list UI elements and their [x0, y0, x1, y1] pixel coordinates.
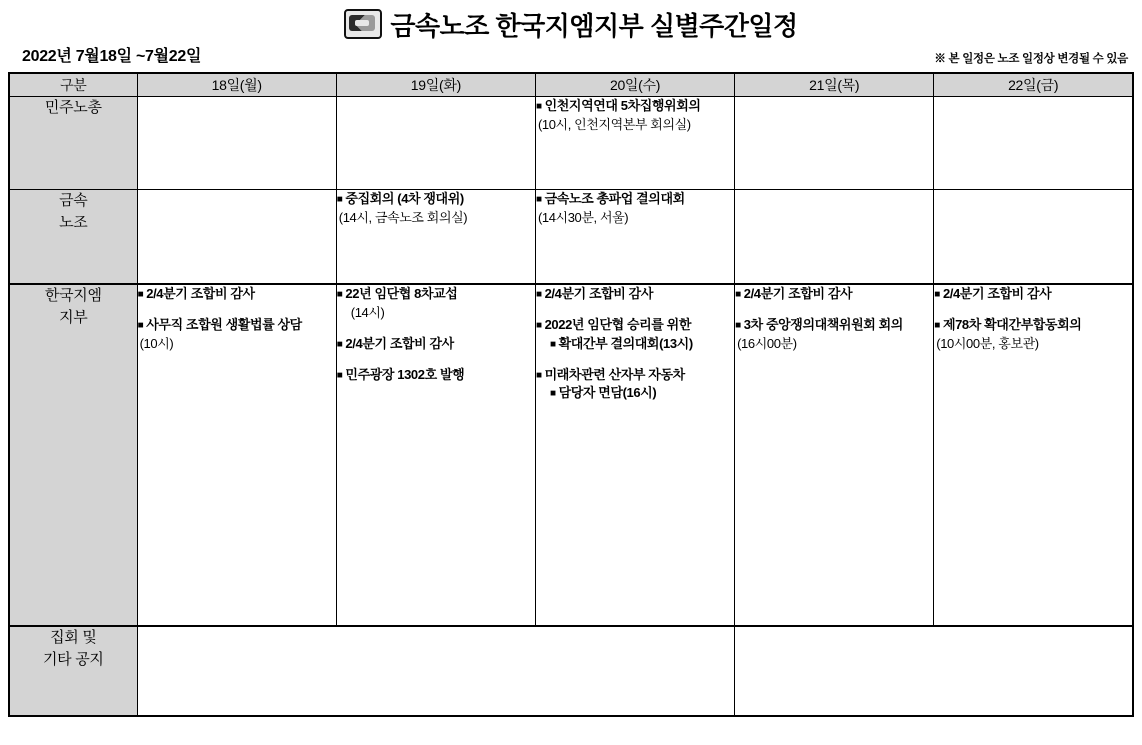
- row-header-line1: 집회 및: [50, 629, 97, 646]
- table-row: [9, 626, 1133, 716]
- cell-jibu-tue: [336, 284, 535, 626]
- event-item: [536, 316, 734, 354]
- row-header-line2: 기타 공지: [42, 650, 104, 668]
- event-item: [735, 285, 933, 304]
- schedule-period: 2022년 7월18일 ~7월22일: [22, 48, 202, 65]
- row-header-notice: [9, 626, 137, 716]
- event-item: [337, 335, 535, 354]
- event-title: ■ 2022년 임단협 승리를 위한: [536, 316, 734, 335]
- event-item: [337, 366, 535, 385]
- cell-geumsok-mon: [137, 190, 336, 285]
- union-emblem-icon: [344, 9, 382, 39]
- event-title: ■ 민주광장 1302호 발행: [337, 366, 535, 385]
- column-header-mon: 18일(월): [137, 73, 336, 97]
- cell-minju-mon: [137, 97, 336, 190]
- event-title: ■ 3차 중앙쟁의대책위원회 회의: [735, 316, 933, 335]
- cell-notice-right: [735, 626, 1133, 716]
- event-title: ■ 미래차관련 산자부 자동차: [536, 366, 734, 385]
- event-item: [337, 285, 535, 323]
- table-row: [9, 97, 1133, 190]
- cell-minju-tue: [336, 97, 535, 190]
- event-title: ■ 2/4분기 조합비 감사: [934, 285, 1132, 304]
- event-item: [536, 285, 734, 304]
- row-header-line2: 노조: [59, 213, 88, 231]
- weekly-schedule-table: [8, 72, 1134, 717]
- event-item: [138, 316, 336, 354]
- event-title: ■ 제78차 확대간부합동회의: [934, 316, 1132, 335]
- column-header-thu: 21일(목): [735, 73, 934, 97]
- table-row: [9, 284, 1133, 626]
- event-item: [536, 190, 734, 228]
- event-title: ■ 2/4분기 조합비 감사: [138, 285, 336, 304]
- subtitle-row: [0, 44, 1142, 72]
- event-detail: (10시00분, 홍보관): [936, 335, 1039, 351]
- cell-geumsok-tue: [336, 190, 535, 285]
- event-detail: (14시, 금속노조 회의실): [338, 209, 468, 225]
- cell-geumsok-fri: [934, 190, 1133, 285]
- event-title-cont: ■ 확대간부 결의대회(13시): [536, 335, 734, 354]
- event-detail: (14시30분, 서울): [537, 209, 629, 225]
- event-title: ■ 중집회의 (4차 쟁대위): [337, 190, 535, 209]
- event-item: [337, 190, 535, 228]
- table-row: [9, 190, 1133, 285]
- cell-jibu-mon: [137, 284, 336, 626]
- row-header-line1: 금속: [59, 192, 88, 209]
- cell-geumsok-wed: [535, 190, 734, 285]
- event-detail: (10시, 인천지역본부 회의실): [537, 116, 691, 132]
- row-header-hanguk-gm-jibu: [9, 284, 137, 626]
- event-item: [536, 97, 734, 135]
- page-title: 금속노조 한국지엠지부 실별주간일정: [390, 10, 798, 41]
- event-detail: (14시): [350, 304, 385, 320]
- event-item: [934, 316, 1132, 354]
- schedule-note: ※ 본 일정은 노조 일정상 변경될 수 있음: [934, 53, 1128, 65]
- column-header-tue: 19일(화): [336, 73, 535, 97]
- row-header-minjunochong: 민주노총: [9, 97, 137, 190]
- cell-notice-left: [137, 626, 735, 716]
- schedule-table-wrapper: [0, 72, 1142, 717]
- row-header-line1: 한국지엠: [44, 287, 102, 304]
- column-header-fri: 22일(금): [934, 73, 1133, 97]
- event-detail: (10시): [139, 335, 174, 351]
- cell-geumsok-thu: [735, 190, 934, 285]
- event-title: ■ 22년 임단협 8차교섭: [337, 285, 535, 304]
- cell-minju-fri: [934, 97, 1133, 190]
- column-header-category: 구분: [9, 73, 137, 97]
- event-title: ■ 금속노조 총파업 결의대회: [536, 190, 734, 209]
- event-title: ■ 2/4분기 조합비 감사: [337, 335, 535, 354]
- cell-minju-wed: [535, 97, 734, 190]
- title-row: [0, 0, 1142, 44]
- event-title: ■ 2/4분기 조합비 감사: [536, 285, 734, 304]
- event-detail: (16시00분): [737, 335, 797, 351]
- event-item: [536, 366, 734, 404]
- table-header-row: [9, 73, 1133, 97]
- row-header-line2: 지부: [59, 308, 88, 326]
- event-item: [735, 316, 933, 354]
- cell-jibu-fri: [934, 284, 1133, 626]
- event-item: [934, 285, 1132, 304]
- column-header-wed: 20일(수): [535, 73, 734, 97]
- row-header-geumsok-nojo: [9, 190, 137, 285]
- cell-jibu-thu: [735, 284, 934, 626]
- event-title: ■ 사무직 조합원 생활법률 상담: [138, 316, 336, 335]
- cell-jibu-wed: [535, 284, 734, 626]
- event-item: [138, 285, 336, 304]
- event-title: ■ 인천지역연대 5차집행위회의: [536, 97, 734, 116]
- event-title: ■ 2/4분기 조합비 감사: [735, 285, 933, 304]
- cell-minju-thu: [735, 97, 934, 190]
- event-title-cont: ■ 담당자 면담(16시): [536, 384, 734, 403]
